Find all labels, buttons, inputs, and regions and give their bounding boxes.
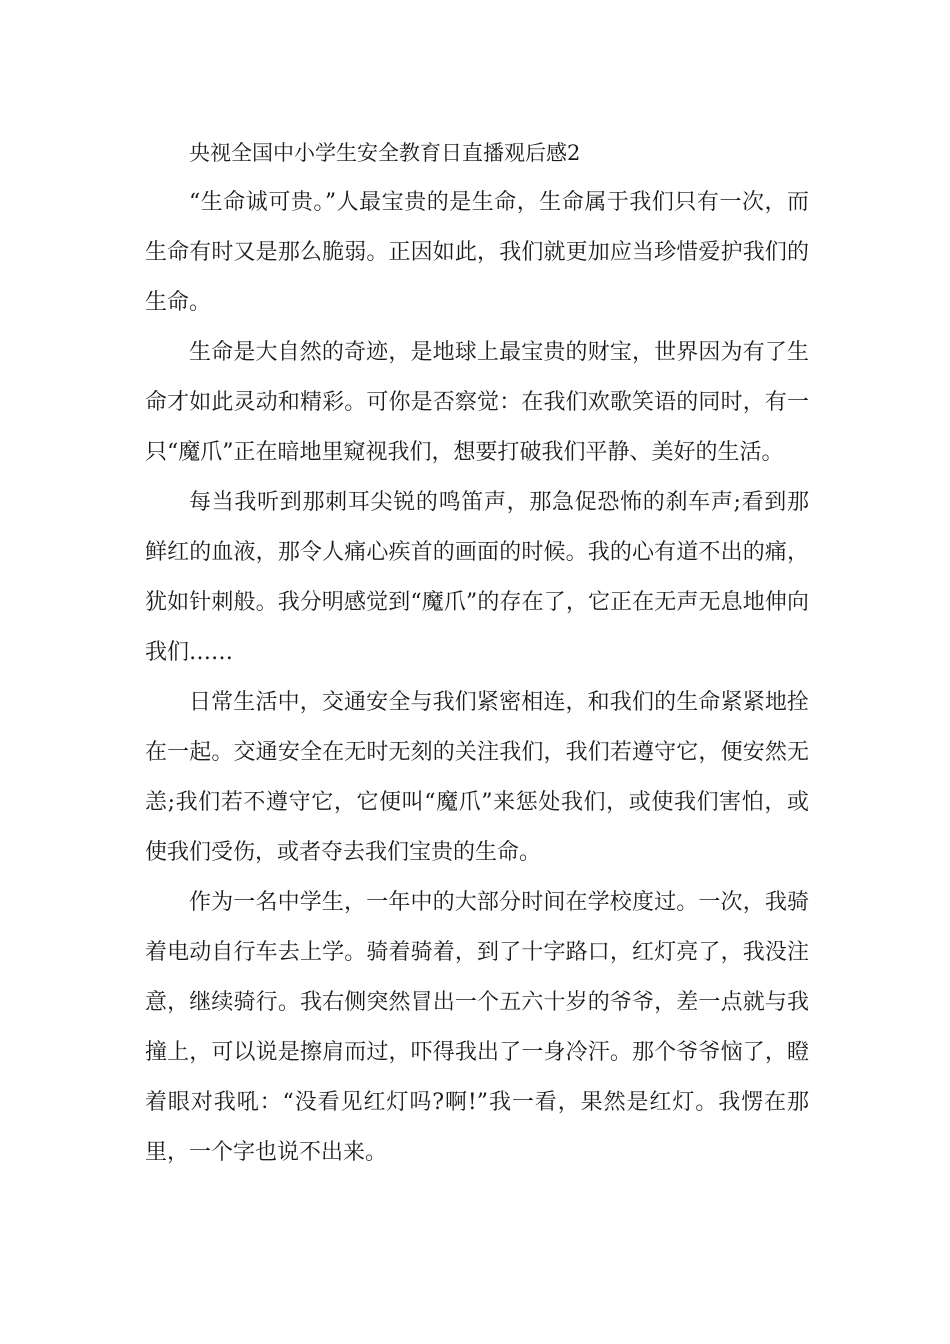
paragraph: 作为一名中学生，一年中的大部分时间在学校度过。一次，我骑着电动自行车去上学。骑着骑着，到了十字路口，红灯亮了，我没注意，继续骑行。我右侧突然冒出一个五六十岁的爷爷，差一点就与我撞上，可以说是擦肩而过，吓得我出了一身冷汗。那个爷爷恼了，瞪着眼对我吼：“没看见红灯吗?啊!”我一看，果然是红灯。我愣在那里，一个字也说不出来。 <box>145 890 809 1165</box>
paragraph: 日常生活中，交通安全与我们紧密相连，和我们的生命紧紧地拴在一起。交通安全在无时无刻的关注我们，我们若遵守它，便安然无恙;我们若不遵守它，它便叫“魔爪”来惩处我们，或使我们害怕，或使我们受伤，或者夺去我们宝贵的生命。 <box>145 690 809 865</box>
document-body <box>145 128 809 1178</box>
paragraph: 生命是大自然的奇迹，是地球上最宝贵的财宝，世界因为有了生命才如此灵动和精彩。可你是否察觉：在我们欢歌笑语的同时，有一只“魔爪”正在暗地里窥视我们，想要打破我们平静、美好的生活。 <box>145 340 809 465</box>
paragraph: “生命诚可贵。”人最宝贵的是生命，生命属于我们只有一次，而生命有时又是那么脆弱。正因如此，我们就更加应当珍惜爱护我们的生命。 <box>145 190 809 315</box>
document-title: 央视全国中小学生安全教育日直播观后感2 <box>189 141 581 165</box>
paragraph: 每当我听到那刺耳尖锐的鸣笛声，那急促恐怖的刹车声;看到那鲜红的血液，那令人痛心疾首的画面的时候。我的心有道不出的痛，犹如针刺般。我分明感觉到“魔爪”的存在了，它正在无声无息地伸向我们…… <box>145 490 809 665</box>
